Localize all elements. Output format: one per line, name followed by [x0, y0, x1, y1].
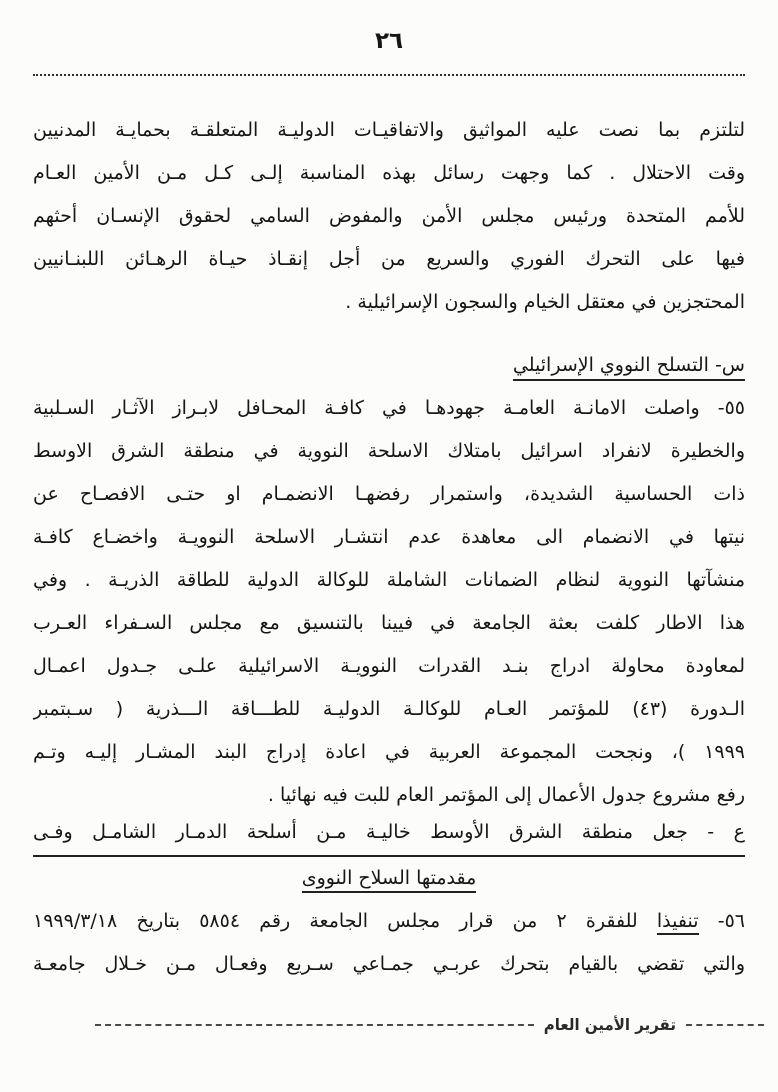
item-56-line-1	[33, 900, 745, 943]
footer-label: تقرير الأمين العام	[543, 1015, 676, 1035]
text-line: فيها على التحرك الفوري والسريع من أجل إنقـاذ حيـاة الرهـائن اللبنـانيين	[33, 248, 745, 270]
text-line: رفع مشروع جدول الأعمال إلى المؤتمر العام للبت فيه نهائيا .	[267, 784, 745, 806]
text-line: هذا الاطار كلفت بعثة الجامعة في فيينا بالتنسيق مع مجلس السـفراء العـرب	[33, 612, 745, 634]
text-line: وقت الاحتلال . كما وجهت رسائل بهذه المناسبة إلـى كـل مـن الأمين العـام	[33, 162, 745, 184]
section-heading-line-2	[33, 857, 745, 900]
item-56-line-2: والتي تقضي بالقيام بتحرك عربـي جمـاعي سـريع وفعـال مـن خـلال جامعـة	[33, 953, 745, 975]
section-heading-nuclear-armament	[33, 344, 745, 387]
header-rule	[33, 74, 745, 76]
page-footer	[0, 1000, 778, 1050]
section-heading-wmd-free-zone	[33, 812, 745, 900]
text-line: نيتها في الانضمام الى معاهدة عدم انتشـار الاسلحة النوويـة واخضـاع كافـة	[33, 526, 745, 548]
underlined-term: تنفيذا	[657, 910, 699, 935]
item-56-paragraph	[33, 900, 745, 986]
text-line: الـدورة (٤٣) للمؤتمر العـام للوكالـة الدوليـة للطـــاقة الـــذرية ( سـبتمبر	[33, 698, 745, 720]
item-56-line-1-text: للفقرة ٢ من قرار مجلس الجامعة رقم ٥٨٥٤ بتاريخ ١٩٩٩/٣/١٨	[33, 910, 638, 932]
footer-rule-short	[686, 1024, 764, 1026]
text-line: للأمم المتحدة ورئيس مجلس الأمن والمفوض السامي لحقوق الإنسـان أحثهم	[33, 205, 745, 227]
footer-rule-long	[95, 1024, 534, 1026]
section-heading-line-1: ع - جعل منطقة الشرق الأوسط خاليـة مـن أسلحة الدمـار الشامـل وفـى	[33, 812, 745, 857]
text-line: المحتجزين في معتقل الخيام والسجون الإسرائيلية .	[345, 291, 745, 313]
text-line: ذات الحساسية الشديدة، واستمرار رفضهـا الانضمـام او حتـى الافصـاح عن	[33, 483, 745, 505]
text-line: والخطيرة لانفراد اسرائيل بامتلاك الاسلحة النووية في منطقة الشرق الاوسط	[33, 440, 745, 462]
item-55-paragraph	[33, 387, 745, 817]
page-number: ٢٦	[374, 28, 404, 54]
text-line: ١٩٩٩ )، ونجحت المجموعة العربية في اعادة إدراج البند المشـار إليـه وتـم	[33, 741, 745, 763]
item-56-number: ٥٦-	[717, 910, 745, 932]
text-line: لتلتزم بما نصت عليه المواثيق والاتفاقيـات الدوليـة المتعلقـة بحمايـة المدنيين	[33, 119, 745, 141]
text-line: ٥٥- واصلت الامانـة العامـة جهودهـا في كافـة المحـافل لابـراز الآثـار السـلبية	[33, 397, 745, 419]
intro-paragraph	[33, 109, 745, 324]
section-heading-line-2-text: مقدمتها السلاح النووى	[302, 867, 477, 893]
section-heading-text: س- التسلح النووي الإسرائيلي	[513, 354, 745, 381]
page-content	[33, 0, 745, 986]
text-line: لمعاودة محاولة ادراج بنـد القدرات النوويـة الاسرائيلية علـى جـدول اعمـال	[33, 655, 745, 677]
text-line: منشآتها النووية لنظام الضمانات الشاملة للوكالة الدولية للطاقة الذريـة . وفي	[33, 569, 745, 591]
